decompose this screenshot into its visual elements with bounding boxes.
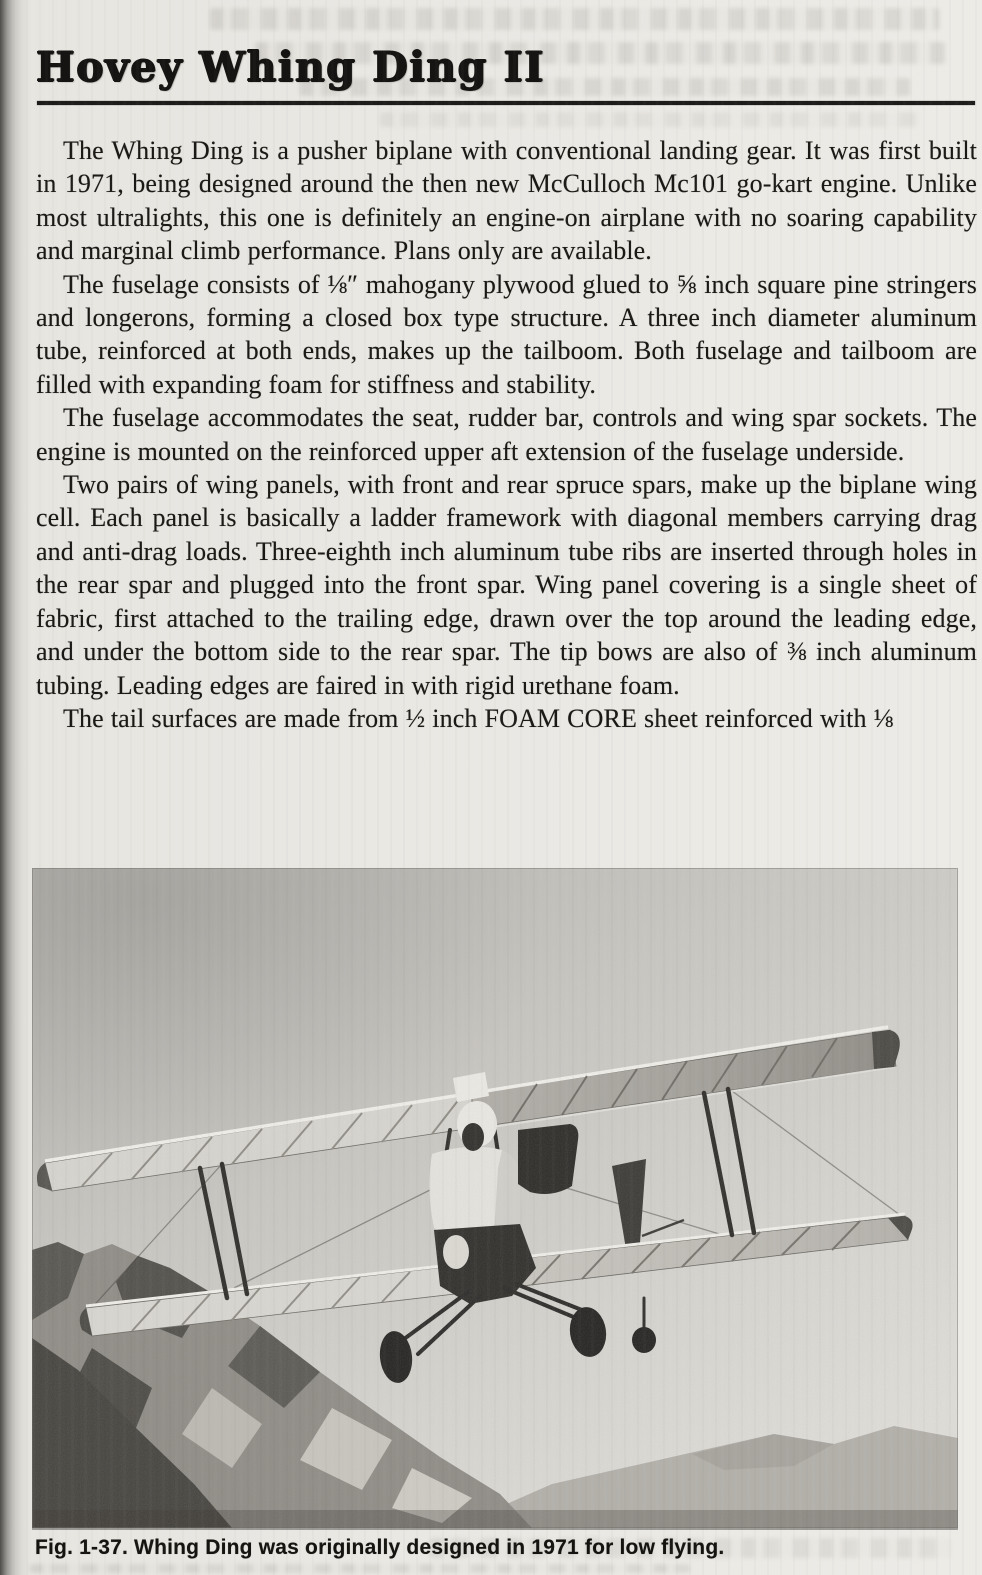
- photo-caption: Fig. 1-37. Whing Ding was originally designed in 1971 for low flying.: [35, 1536, 725, 1559]
- page-title: Hovey Whing Ding II: [36, 43, 546, 92]
- title-rule: [37, 101, 975, 105]
- paragraph-4: Two pairs of wing panels, with front and rear spruce spars, make up the biplane wing cell. Each panel is basically a ladder framework with diagonal members carrying drag and anti-drag loads. Three-eighth inch aluminum tube ribs are inserted through holes in the rear spar and plugged into the front spar. Wing panel covering is a single sheet of fabric, first attached to the trailing edge, drawn over the top around the leading edge, and under the bottom side to the rear spar. The tip bows are also of ⅜ inch aluminum tubing. Leading edges are faired in with rigid urethane foam.: [36, 470, 977, 700]
- figure-photo: [32, 868, 958, 1528]
- bleedthrough-ghost-line: [30, 1564, 690, 1573]
- paragraph-5: The tail surfaces are made from ½ inch FOAM CORE sheet reinforced with ⅛: [63, 703, 894, 733]
- bleedthrough-ghost-line: [210, 8, 940, 30]
- paragraph-1: The Whing Ding is a pusher biplane with conventional landing gear. It was first built in 1971, being designed around the then new McCulloch Mc101 go-kart engine. Unlike most ultralights, this one is definitely an engine-on airplane with no soaring capability and marginal climb performance. Plans only are available.: [36, 136, 977, 266]
- scan-edge-shadow: [0, 0, 30, 1575]
- bleedthrough-ghost-line: [380, 112, 920, 127]
- biplane-photo-svg: [32, 868, 958, 1528]
- body-text: [36, 134, 977, 735]
- paragraph-2: The fuselage consists of ⅛″ mahogany plywood glued to ⅝ inch square pine stringers and longerons, forming a closed box type structure. A three inch diameter aluminum tube, reinforced at both ends, makes up the tailboom. Both fuselage and tailboom are filled with expanding foam for stiffness and stability.: [36, 269, 977, 399]
- paragraph-3: The fuselage accommodates the seat, rudder bar, controls and wing spar sockets. The engine is mounted on the reinforced upper aft extension of the fuselage underside.: [36, 403, 977, 466]
- photo-grain: [32, 868, 958, 1528]
